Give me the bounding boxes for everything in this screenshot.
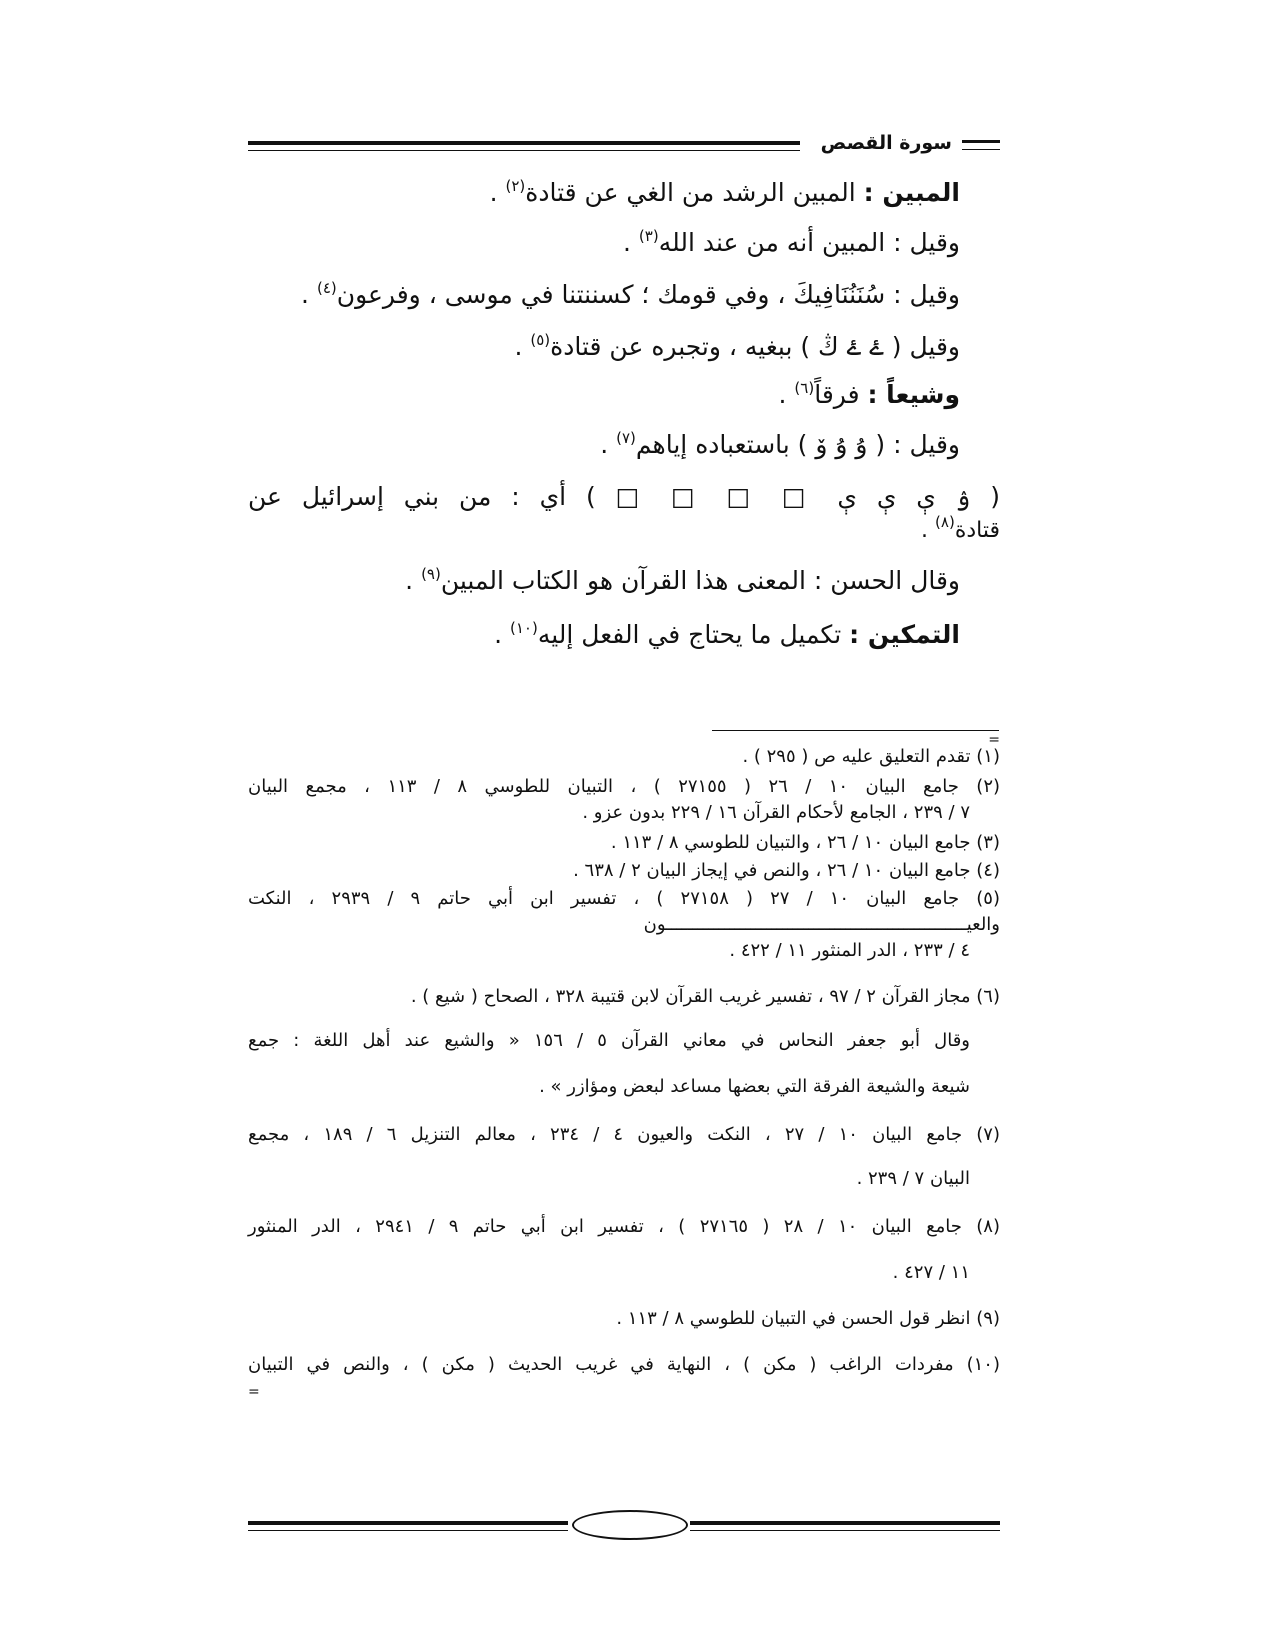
line-end: . xyxy=(921,518,936,543)
footnote-2-cont: ٧ / ٢٣٩ ، الجامع لأحكام القرآن ١٦ / ٢٢٩ بدون عزو . xyxy=(582,802,970,823)
page-footer xyxy=(248,1510,1000,1540)
line-end: . xyxy=(600,430,617,459)
line-end: . xyxy=(489,178,506,207)
footnote-7-cont: البيان ٧ / ٢٣٩ . xyxy=(856,1168,970,1189)
footnote-5-cont: والعيـــــــــــــــــــــــــــــــــــــــــــــــــــــــــون xyxy=(643,914,1000,935)
footer-rule-right xyxy=(690,1521,1000,1531)
footnote-6-quote-cont: شيعة والشيعة الفرقة التي بعضها مساعد لبعض ومؤازر » . xyxy=(539,1076,970,1097)
footnote-10: (١٠) مفردات الراغب ( مكن ) ، النهاية في غريب الحديث ( مكن ) ، والنص في التبيان xyxy=(248,1354,1000,1375)
line-end: . xyxy=(514,332,531,361)
footer-rule-left xyxy=(248,1521,568,1531)
surah-title: سورة القصص xyxy=(820,132,952,154)
paragraph-line xyxy=(779,380,960,409)
line-text: وقال الحسن : المعنى هذا القرآن هو الكتاب المبين xyxy=(440,566,960,595)
footnote-6: (٦) مجاز القرآن ٢ / ٩٧ ، تفسير غريب القرآن لابن قتيبة ٣٢٨ ، الصحاح ( شيع ) . xyxy=(410,986,1000,1007)
page-number-oval xyxy=(572,1510,688,1540)
footnote-8-cont: ١١ / ٤٢٧ . xyxy=(892,1262,970,1283)
paragraph-line xyxy=(490,178,960,207)
footnote-ref: (٢) xyxy=(505,177,526,195)
footnote-ref: (٨) xyxy=(935,513,955,531)
footnote-1: (١) تقدم التعليق عليه ص ( ٢٩٥ ) . xyxy=(742,746,1000,767)
line-text: وقيل ( ۓ ۓ ﯓ ) ببغيه ، وتجبره عن قتادة xyxy=(550,332,960,361)
paragraph-line xyxy=(623,228,960,257)
line-end: . xyxy=(623,228,639,257)
footnote-8: (٨) جامع البيان ١٠ / ٢٨ ( ٢٧١٦٥ ) ، تفسير ابن أبي حاتم ٩ / ٢٩٤١ ، الدر المنثور xyxy=(248,1216,1000,1237)
line-text: وقيل : ( ۇ ۇ ۆ ) باستعباده إياهم xyxy=(635,430,960,459)
end-mark: = xyxy=(248,1384,260,1400)
line-text: قتادة xyxy=(954,518,1000,543)
footnote-5-cont2: ٤ / ٢٣٣ ، الدر المنثور ١١ / ٤٢٢ . xyxy=(729,940,970,961)
line-text: وقيل : المبين أنه من عند الله xyxy=(658,228,960,257)
footnote-5: (٥) جامع البيان ١٠ / ٢٧ ( ٢٧١٥٨ ) ، تفسير ابن أبي حاتم ٩ / ٢٩٣٩ ، النكت xyxy=(248,888,1000,909)
footnote-4: (٤) جامع البيان ١٠ / ٢٦ ، والنص في إيجاز البيان ٢ / ٦٣٨ . xyxy=(573,860,1000,881)
header-rule xyxy=(248,141,800,151)
page-header xyxy=(248,132,1000,156)
footnote-7: (٧) جامع البيان ١٠ / ٢٧ ، النكت والعيون ٤ / ٢٣٤ ، معالم التنزيل ٦ / ١٨٩ ، مجمع xyxy=(248,1124,1000,1145)
line-end: . xyxy=(494,620,510,649)
paragraph-line xyxy=(405,566,960,595)
line-text: ( ۉ ې ې ې □ □ □ □ ) أي : من بني إسرائيل عن xyxy=(248,482,1000,511)
continuation-mark: = xyxy=(988,732,1000,748)
footnote-ref: (٥) xyxy=(530,331,551,349)
footnote-ref: (٧) xyxy=(616,429,636,447)
line-end: . xyxy=(301,280,317,309)
line-text: تكميل ما يحتاج في الفعل إليه xyxy=(537,620,850,649)
paragraph-line xyxy=(301,280,960,309)
footnote-ref: (٩) xyxy=(421,565,441,583)
term-label: وشيعاً : xyxy=(867,380,960,409)
line-text: فرقاً xyxy=(814,380,868,409)
footnote-separator xyxy=(712,730,999,731)
footnote-9: (٩) انظر قول الحسن في التبيان للطوسي ٨ / ١١٣ . xyxy=(616,1308,1000,1329)
footnote-2: (٢) جامع البيان ١٠ / ٢٦ ( ٢٧١٥٥ ) ، التبيان للطوسي ٨ / ١١٣ ، مجمع البيان xyxy=(248,776,1001,797)
paragraph-line xyxy=(494,620,960,649)
line-end: . xyxy=(405,566,422,595)
footnote-ref: (٦) xyxy=(794,379,815,397)
line-text: وقيل : سُنَنُنَافِيكَ ، وفي قومك ؛ كسننتنا في موسى ، وفرعون xyxy=(336,280,960,309)
paragraph-line xyxy=(600,430,960,459)
paragraph-line xyxy=(514,332,960,361)
line-text: المبين الرشد من الغي عن قتادة xyxy=(525,178,864,207)
footnote-6-quote: وقال أبو جعفر النحاس في معاني القرآن ٥ / ١٥٦ « والشيع عند أهل اللغة : جمع xyxy=(248,1030,971,1051)
paragraph-line xyxy=(921,513,1000,543)
paragraph-line xyxy=(248,482,1000,511)
footnote-ref: (٤) xyxy=(316,279,337,297)
line-end: . xyxy=(778,380,795,409)
footnote-ref: (١٠) xyxy=(510,619,538,637)
term-label: المبين : xyxy=(863,178,960,207)
footnote-ref: (٣) xyxy=(638,227,659,245)
term-label: التمكين : xyxy=(849,620,960,649)
footnote-3: (٣) جامع البيان ١٠ / ٢٦ ، والتبيان للطوسي ٨ / ١١٣ . xyxy=(610,832,1000,853)
header-dash xyxy=(962,140,1000,150)
